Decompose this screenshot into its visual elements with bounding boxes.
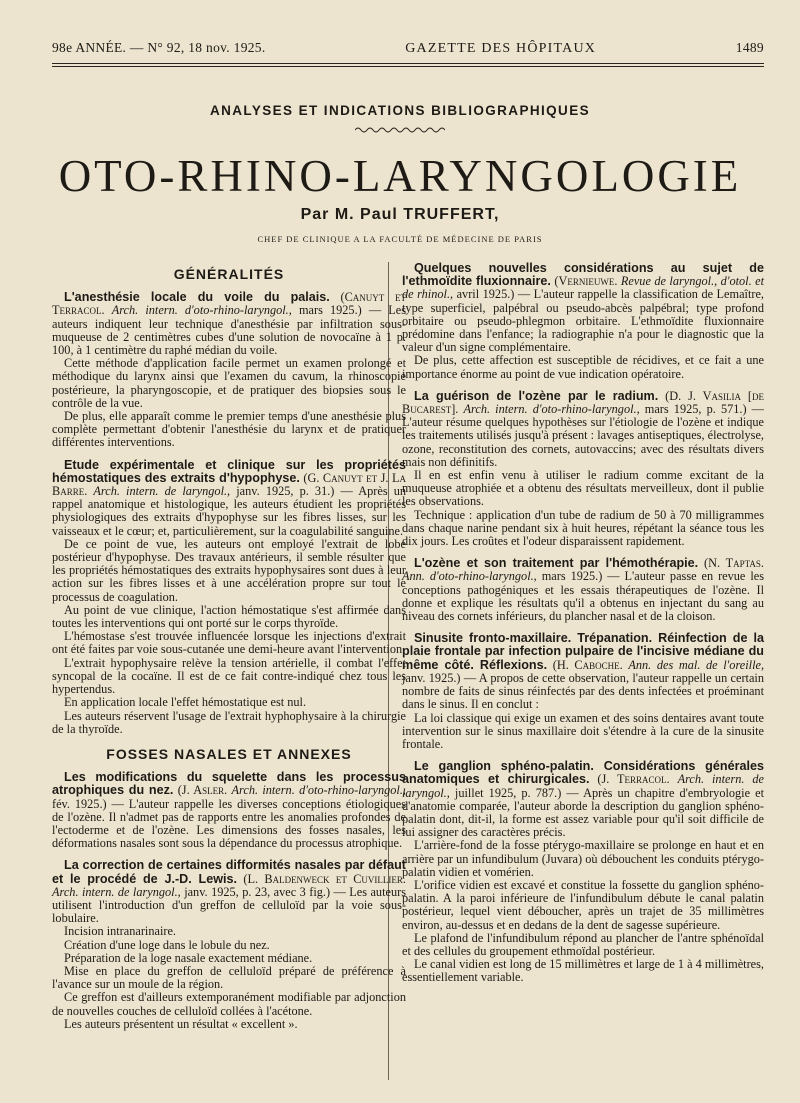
article-body bbox=[402, 760, 764, 839]
left-column bbox=[52, 262, 406, 1040]
article-journal: Arch. intern. de laryngol., bbox=[93, 484, 231, 499]
article-text: janv. 1925, p. 23, avec 3 fig.) — Les auteurs utilisent l'introduction d'un greffon de celluloïd par la voie sous-lobulaire. bbox=[52, 884, 406, 926]
heading-generalites: GÉNÉRALITÉS bbox=[173, 266, 285, 282]
article-journal: Arch. intern. de laryngol., bbox=[402, 772, 764, 800]
article-authors: (G. Canuyt et J. La Barre. bbox=[52, 470, 406, 499]
article-body bbox=[52, 291, 406, 357]
article-title: Etude expérimentale et clinique sur les propriétés hémostatiques des extraits d'hypophyse. bbox=[52, 457, 406, 485]
paragraph: Au point de vue clinique, l'action hémostatique s'est affirmée dans toutes les interventions qui ont porté sur le corps thyroïde. bbox=[52, 602, 406, 631]
article-journal: Ann. d'oto-rhino-laryngol., bbox=[402, 569, 537, 584]
paragraph: La loi classique qui exige un examen et des soins dentaires avant toute intervention sur le sinus maxillaire doit s'étendre à la cure de la sinusite frontale. bbox=[402, 710, 764, 751]
article-body bbox=[52, 771, 406, 850]
article-body bbox=[402, 390, 764, 469]
article-text: avril 1925.) — L'auteur rappelle la classification de Lemaître, type superficiel, palpébral ou pseudo-abcès palpébral; type profond orbitaire ou pseudo-phlegmon orbitaire. L'ethmoïdite fluxionnaire prédomine dans l'enfance; la radiographie n'a pour le diagnostic que la valeur d'un signe complémentaire. bbox=[402, 287, 764, 355]
article-body bbox=[402, 557, 764, 623]
paragraph: L'orifice vidien est excavé et constitue la fossette du ganglion sphéno-palatin. A la paroi inférieure de l'infundibulum débute le canal palatin postérieur, lequel vient déboucher, après un trajet de 35 millimètres environ, au-dessus et en dedans de la dent de sagesse supérieure. bbox=[402, 877, 764, 932]
article-text: fév. 1925.) — L'auteur rappelle les diverses conceptions étiologiques de l'ozène. Il n'admet pas de rapports entre les anomalies profondes de l'ectoderme et de l'ozène. Les dimensions des fosses nasales, les déformations nasales sont sous la dépendance du processus atrophique. bbox=[52, 796, 406, 851]
article-authors: (J. Asler. bbox=[177, 783, 228, 798]
article-title: Les modifications du squelette dans les processus atrophiques du nez. bbox=[52, 770, 406, 798]
article-difformites bbox=[52, 859, 406, 1031]
paragraph: Les auteurs réservent l'usage de l'extrait hyphophysaire à la chirurgie de la thyroïde. bbox=[52, 708, 406, 736]
article-text: juillet 1925, p. 787.) — Après un chapitre d'embryologie et d'anatomie comparée, l'auteur aborde la description du ganglion sphéno-palatin dont, dit-il, la forme est assez variable pour qu'il soit difficile de lui assigner des caractères précis. bbox=[402, 785, 764, 840]
paragraph: En application locale l'effet hémostatique est nul. bbox=[64, 695, 307, 710]
article-body bbox=[402, 632, 764, 711]
paragraph: Les auteurs présentent un résultat « excellent ». bbox=[64, 1016, 298, 1031]
paragraph: De plus, elle apparaît comme le premier temps d'une anesthésie plus complète permettant d'obtenir l'anesthésie du larynx et de pratiquer différentes interventions. bbox=[52, 409, 406, 450]
paragraph: Le plafond de l'infundibulum répond au plancher de l'antre sphénoïdal et des cellules du groupement ethmoïdal postérieur. bbox=[402, 930, 764, 958]
issue-info: 98e ANNÉE. — N° 92, 18 nov. 1925. bbox=[52, 40, 266, 55]
article-title: Le ganglion sphéno-palatin. Considérations générales anatomiques et chirurgicales. bbox=[402, 759, 764, 787]
article-text: mars 1925.) — Les auteurs indiquent leur technique d'anesthésie par infiltration sous-muqueuse de 2 centimètres cubes d'une solution de novocaïne à 1 p. 100, à 1 centimètre du raphé médian du voile. bbox=[52, 303, 407, 358]
article-ganglion bbox=[402, 760, 764, 984]
section-title: ANALYSES ET INDICATIONS BIBLIOGRAPHIQUES bbox=[209, 103, 591, 118]
article-body bbox=[52, 459, 406, 538]
paragraph: Cette méthode d'application facile permet un examen prolongé et méthodique du larynx ainsi que l'examen du cavum, la rhinoscopie postérieure, la pharyngoscopie, et de pratiquer des biopsies sous le contrôle de la vue. bbox=[52, 356, 406, 410]
article-text: mars 1925, p. 571.) — L'auteur résume quelques hypothèses sur l'étiologie de l'ozène et indique les traitements utilisés jusqu'à présent : lavages antiseptiques, électrolyse, ozone, reconstitution des cornets, autovaccins; avec des résultats divers mais non définitifs. bbox=[402, 402, 764, 469]
article-ozene-radium bbox=[402, 390, 764, 548]
article-authors: (H. Caboche. bbox=[552, 657, 623, 672]
affiliation: CHEF DE CLINIQUE A LA FACULTÉ DE MÉDECINE DE PARIS bbox=[257, 234, 543, 244]
article-authors: (D. J. Vasilia [de Bucarest]. bbox=[402, 388, 765, 417]
main-title: OTO-RHINO-LARYNGOLOGIE bbox=[58, 151, 742, 201]
article-text: janv. 1925.) — A propos de cette observation, l'auteur rappelle un certain nombre de faits de sinus réinfectés par des dents infectées et proéminant dans le sinus. Il en conclut : bbox=[402, 670, 764, 712]
article-anesthesie bbox=[52, 291, 406, 449]
heading-fosses-nasales: FOSSES NASALES ET ANNEXES bbox=[106, 745, 352, 762]
article-body bbox=[52, 859, 406, 925]
article-text: mars 1925.) — L'auteur passe en revue les conceptions pathogéniques et les essais thérapeutiques de l'ozène. Il donne et explique les résultats qu'il a obtenus en injectant du sang au niveau des cornets inférieurs, du plancher nasal et de la cloison. bbox=[402, 569, 764, 624]
paragraph: L'arrière-fond de la fosse ptérygo-maxillaire se prolonge en haut et en arrière par un infundibulum (Juvara) où débouchent les conduits ptérygo-palatin vidien et vomérien. bbox=[402, 838, 764, 879]
article-journal: Arch. intern. d'oto-rhino-laryngol., bbox=[111, 303, 292, 318]
header-rule-thin bbox=[52, 66, 764, 67]
article-text: janv. 1925, p. 31.) — Après un rappel anatomique et histologique, les auteurs étudient les propriétés physiologiques des extraits d'hypophyse sur les fibres lisses, sur les vaisseaux et le cœur; et, particulièrement, sur la coagulabilité sanguine. bbox=[52, 484, 407, 538]
article-journal: Ann. des mal. de l'oreille, bbox=[628, 657, 765, 672]
article-title: Quelques nouvelles considérations au sujet de l'ethmoïdite fluxionnaire. bbox=[402, 261, 764, 289]
list-item: Création d'une loge dans le lobule du nez. bbox=[64, 937, 270, 952]
article-authors: (Canuyt et Terracol. bbox=[52, 290, 406, 318]
article-title: L'anesthésie locale du voile du palais. bbox=[64, 290, 330, 305]
wavy-ornament bbox=[355, 126, 445, 134]
list-item: Préparation de la loge nasale exactement médiane. bbox=[64, 950, 313, 965]
article-ethmoidite bbox=[402, 262, 764, 381]
paragraph: Technique : application d'un tube de radium de 50 à 70 milligrammes dans chaque narine pendant six à huit heures, répétant la séance tous les dix jours. Les croûtes et l'odeur disparaissent rapidement. bbox=[402, 507, 764, 549]
paragraph: De plus, cette affection est susceptible de récidives, et ce fait a une importance énorme au point de vue indication opératoire. bbox=[402, 353, 764, 381]
article-authors: (J. Terracol. bbox=[597, 772, 670, 787]
article-authors: (Vernieuwe. bbox=[554, 274, 618, 289]
article-ozene-hemotherapie bbox=[402, 557, 764, 623]
article-journal: Revue de laryngol., d'otol. et de rhinol., bbox=[402, 274, 764, 302]
article-journal: Arch. intern. de laryngol., bbox=[52, 884, 181, 899]
paragraph: De ce point de vue, les auteurs ont employé l'extrait de lobe postérieur d'hypophyse. Des travaux antérieurs, il semble résulter que les propriétés hémostatiques des extraits hypophysaires sont dues à leur action sur les fibres lisses et à une accélération propre sur tout le processus de coagulation. bbox=[52, 536, 406, 604]
right-column bbox=[402, 262, 764, 994]
paragraph: L'hémostase s'est trouvée influencée lorsque les injections d'extrait ont été faites par voie sous-cutanée une demi-heure avant l'intervention. bbox=[52, 629, 406, 657]
paragraph: Ce greffon est d'ailleurs extemporanément modifiable par adjonction de nouvelles couches de celluloïd collées à l'acétone. bbox=[52, 990, 406, 1018]
article-authors: (L. Baldenweck et Cuvillier. bbox=[243, 871, 406, 886]
article-sinusite bbox=[402, 632, 764, 751]
article-journal: Arch. intern. d'oto-rhino-laryngol., bbox=[463, 402, 640, 417]
header-rule bbox=[52, 63, 764, 64]
list-item: Incision intranarinaire. bbox=[64, 924, 176, 939]
byline: Par M. Paul TRUFFERT, bbox=[300, 206, 500, 223]
paragraph: Il en est enfin venu à utiliser le radium comme excitant de la muqueuse atrophiée et a obtenu des résultats merveilleux, dont il publie les observations. bbox=[402, 468, 764, 509]
article-title: Sinusite fronto-maxillaire. Trépanation. Réinfection de la plaie frontale par infection pulpaire de l'incisive médiane du même côté. Réflexions. bbox=[402, 631, 764, 672]
article-journal: Arch. intern. d'oto-rhino-laryngol., bbox=[231, 783, 406, 798]
page-number: 1489 bbox=[735, 40, 764, 55]
paragraph: Le canal vidien est long de 15 millimètres et large de 1 à 4 millimètres, essentiellement variable. bbox=[402, 957, 764, 985]
article-title: La guérison de l'ozène par le radium. bbox=[414, 388, 659, 403]
article-hypophyse bbox=[52, 459, 406, 736]
article-squelette bbox=[52, 771, 406, 850]
article-title: L'ozène et son traitement par l'hémothérapie. bbox=[414, 556, 699, 571]
paragraph: L'extrait hypophysaire relève la tension artérielle, il combat l'effet syncopal de la cocaïne. Il est de ce fait contre-indiqué chez tous les hypertendus. bbox=[52, 655, 406, 697]
list-item: Mise en place du greffon de celluloïd préparé de préférence à l'avance sur un moule de la région. bbox=[52, 963, 406, 992]
article-body bbox=[402, 262, 764, 354]
running-head bbox=[52, 40, 764, 57]
journal-name: GAZETTE DES HÔPITAUX bbox=[405, 41, 597, 56]
article-title: La correction de certaines difformités nasales par défaut et le procédé de J.-D. Lewis. bbox=[52, 858, 406, 886]
article-authors: (N. Taptas. bbox=[704, 556, 765, 571]
